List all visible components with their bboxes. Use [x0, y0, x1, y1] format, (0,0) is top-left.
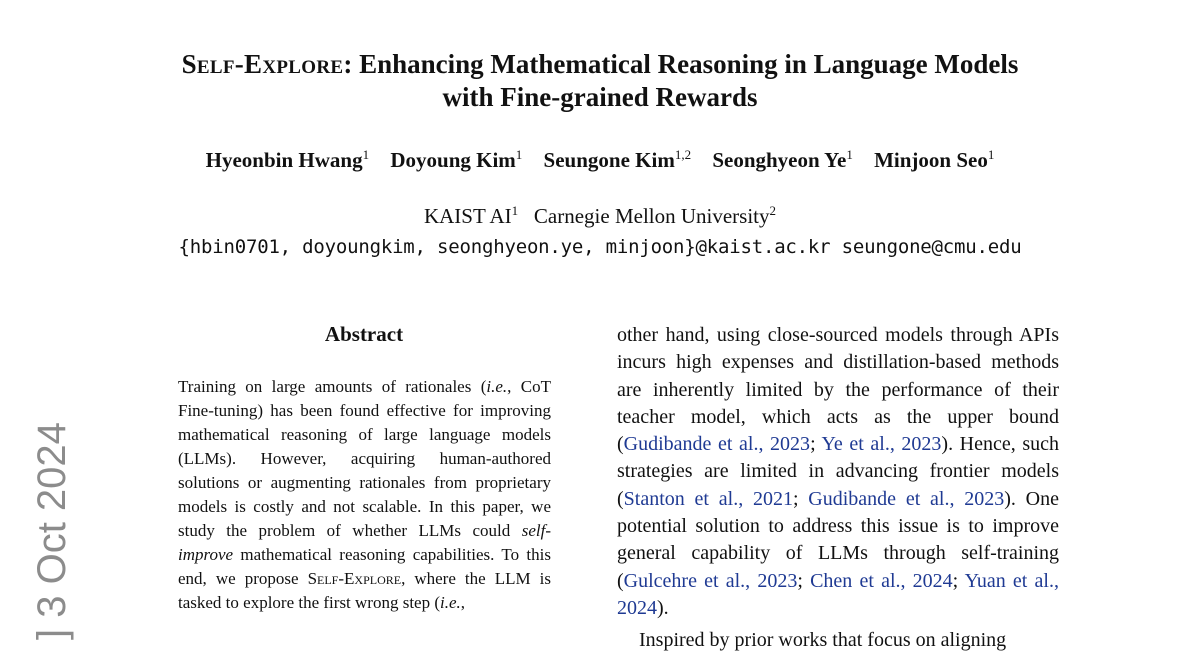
right-column-text: [617, 322, 1059, 655]
author: Minjoon Seo$^1$: [874, 147, 995, 172]
abstract-heading: Abstract: [324, 322, 404, 346]
paper-title: [0, 48, 1200, 114]
author: Hyeonbin Hwang$^1$: [205, 147, 370, 172]
affiliation: KAIST $AI^1$: [423, 203, 519, 228]
author: Seonghyeon Ye$^1$: [712, 147, 853, 172]
citation-link[interactable]: Ye et al., 2023: [821, 433, 942, 456]
paragraph: Inspired by prior works that focus on aligning: [639, 629, 1007, 652]
citation-link[interactable]: Gulcehre et al., 2023: [623, 569, 798, 592]
citation-link[interactable]: Stanton et al., 2021: [623, 487, 793, 510]
title-method-name: Self-Explore: [181, 49, 344, 79]
author: Seungone Kim$^{1,2}$: [543, 147, 692, 172]
citation-link[interactable]: Chen et al., 2024: [810, 569, 953, 592]
title-line-1: [0, 48, 1200, 81]
affiliations: [0, 204, 1200, 229]
citation-link[interactable]: Yuan et al., 2024: [617, 569, 1059, 619]
citation-link[interactable]: Gudibande et al., 2023: [808, 487, 1005, 510]
abstract-body: Training on large amounts of rationales (i.e., CoT Fine-tuning) has been found effective for improving mathematical reasoning of large language models (LLMs). However, acquiring human-authored solutions or augmenting rationales from proprietary models is costly and not scalable. In this paper, we study the problem of whether LLMs could self-improve mathematical reasoning capabilities. To this end, we propose Self-Explore, where the LLM is tasked to explore the first wrong step (i.e.,: [178, 377, 551, 612]
author-list: [0, 148, 1200, 173]
arxiv-date-stamp: ] 3 Oct 2024: [30, 422, 74, 640]
abstract-method-name: Self-Explore: [307, 569, 402, 588]
title-line-2: with Fine-grained Rewards: [442, 82, 758, 112]
citation-link[interactable]: Gudibande et al., 2023: [623, 433, 811, 456]
affiliation: Carnegie Mellon University$^2$: [533, 203, 777, 228]
author: Doyoung Kim$^1$: [390, 147, 523, 172]
author-emails: {hbin0701, doyoungkim, seonghyeon.ye, minjoon}@kaist.ac.kr seungone@cmu.edu: [178, 236, 1022, 258]
paragraph: other hand, using close-sourced models through APIs incurs high expenses and distillation-based methods are inherently limited by the performance of their teacher model, which acts as the upper bound (Gudibande et al., 2023; Ye et al., 2023). Hence, such strategies are limited in advancing frontier models (Stanton et al., 2021; Gudibande et al., 2023). One potential solution to address this issue is to improve general capability of LLMs through self-training (Gulcehre et al., 2023; Chen et al., 2024; Yuan et al., 2024).: [617, 324, 1059, 619]
title-text: : Enhancing Mathematical Reasoning in Language Models: [343, 49, 1019, 79]
